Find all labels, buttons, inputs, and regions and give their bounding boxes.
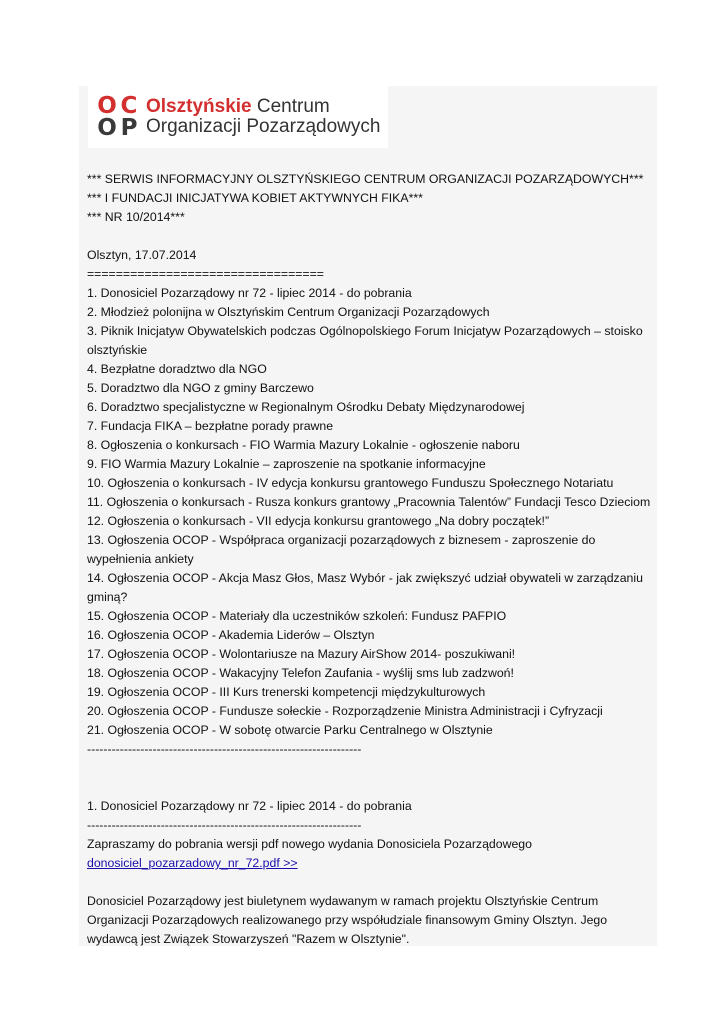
toc-item: 18. Ogłoszenia OCOP - Wakacyjny Telefon Zaufania - wyślij sms lub zadzwoń! (87, 666, 514, 680)
toc-item: 3. Piknik Inicjatyw Obywatelskich podczas Ogólnopolskiego Forum Inicjatyw Pozarządowych – stoisko olsztyńskie (87, 324, 643, 357)
toc-item: 11. Ogłoszenia o konkursach - Rusza konkurs grantowy „Pracownia Talentów” Fundacji Tesco Dzieciom (87, 495, 651, 509)
logo-name-rest: Centrum (251, 96, 330, 117)
toc-item: 17. Ogłoszenia OCOP - Wolontariusze na Mazury AirShow 2014- poszukiwani! (87, 647, 516, 661)
logo-name-line2: Organizacji Pozarządowych (146, 116, 381, 137)
toc-item: 13. Ogłoszenia OCOP - Współpraca organizacji pozarządowych z biznesem - zaproszenie do wypełnienia ankiety (87, 533, 596, 566)
toc-item: 21. Ogłoszenia OCOP - W sobotę otwarcie Parku Centralnego w Olsztynie (87, 723, 493, 737)
header-line: *** I FUNDACJI INICJATYWA KOBIET AKTYWNYCH FIKA*** (87, 191, 423, 205)
ocop-logo (88, 86, 388, 148)
header-line: *** SERWIS INFORMACYJNY OLSZTYŃSKIEGO CENTRUM ORGANIZACJI POZARZĄDOWYCH*** (87, 172, 644, 186)
document-text (87, 170, 657, 949)
section-body: Donosiciel Pozarządowy jest biuletynem wydawanym w ramach projektu Olsztyńskie Centrum Organizacji Pozarządowych realizowanego przy współudziale finansowym Gminy Olsztyn. Jego wydawcą jest Związek Stowarzyszeń "Razem w Olsztynie". (87, 894, 608, 946)
logo-mark-letter: O (97, 93, 117, 119)
toc-item: 2. Młodzież polonijna w Olsztyńskim Centrum Organizacji Pozarządowych (87, 305, 490, 319)
toc-item: 16. Ogłoszenia OCOP - Akademia Liderów – Olsztyn (87, 628, 375, 642)
toc-item: 8. Ogłoszenia o konkursach - FIO Warmia Mazury Lokalnie - ogłoszenie naboru (87, 438, 520, 452)
toc-item: 9. FIO Warmia Mazury Lokalnie – zaproszenie na spotkanie informacyjne (87, 457, 486, 471)
logo-name-bold: Olsztyńskie (146, 96, 252, 117)
logo-mark-letter: P (120, 115, 138, 141)
separator: ------------------------------------------------------------------- (87, 742, 362, 756)
logo-mark-letter: O (97, 115, 117, 141)
section-title: 1. Donosiciel Pozarządowy nr 72 - lipiec 2014 - do pobrania (87, 799, 412, 813)
toc-item: 14. Ogłoszenia OCOP - Akcja Masz Głos, Masz Wybór - jak zwiększyć udział obywateli w zarządzaniu gminą? (87, 571, 643, 604)
section-intro: Zapraszamy do pobrania wersji pdf nowego wydania Donosiciela Pozarządowego (87, 837, 532, 851)
logo-mark-letter: C (120, 93, 138, 119)
toc-item: 7. Fundacja FIKA – bezpłatne porady prawne (87, 419, 334, 433)
separator: ================================= (87, 267, 324, 281)
issue-date: Olsztyn, 17.07.2014 (87, 248, 197, 262)
toc-item: 4. Bezpłatne doradztwo dla NGO (87, 362, 267, 376)
toc-item: 12. Ogłoszenia o konkursach - VII edycja konkursu grantowego „Na dobry początek!” (87, 514, 550, 528)
table-of-contents (87, 284, 657, 740)
toc-item: 15. Ogłoszenia OCOP - Materiały dla uczestników szkoleń: Fundusz PAFPIO (87, 609, 507, 623)
toc-item: 10. Ogłoszenia o konkursach - IV edycja konkursu grantowego Funduszu Społecznego Notariatu (87, 476, 614, 490)
header-line: *** NR 10/2014*** (87, 210, 185, 224)
logo-text (146, 97, 380, 137)
toc-item: 19. Ogłoszenia OCOP - III Kurs trenerski kompetencji międzykulturowych (87, 685, 486, 699)
toc-item: 6. Doradztwo specjalistyczne w Regionalnym Ośrodku Debaty Międzynarodowej (87, 400, 525, 414)
pdf-download-link[interactable]: donosiciel_pozarzadowy_nr_72.pdf >> (87, 856, 298, 870)
toc-item: 5. Doradztwo dla NGO z gminy Barczewo (87, 381, 314, 395)
toc-item: 20. Ogłoszenia OCOP - Fundusze sołeckie - Rozporządzenie Ministra Administracji i Cyfryzacji (87, 704, 603, 718)
logo-mark (96, 95, 140, 139)
toc-item: 1. Donosiciel Pozarządowy nr 72 - lipiec 2014 - do pobrania (87, 286, 412, 300)
section-1 (87, 797, 657, 949)
separator: ------------------------------------------------------------------- (87, 818, 362, 832)
